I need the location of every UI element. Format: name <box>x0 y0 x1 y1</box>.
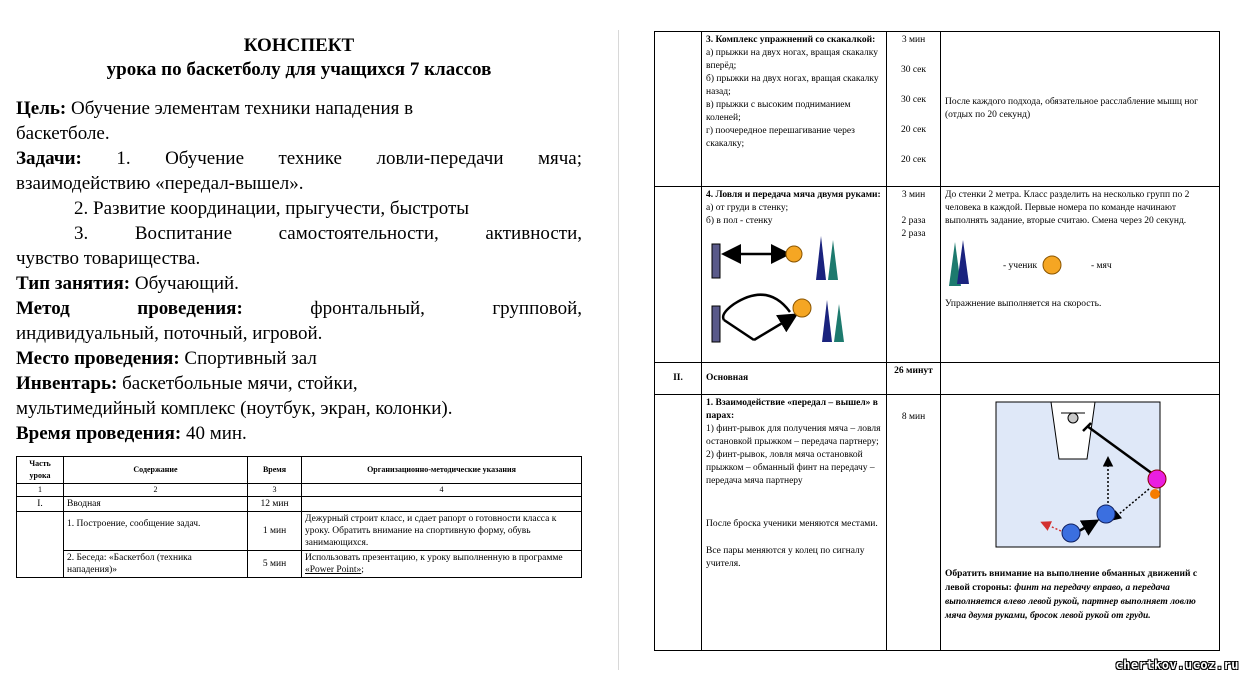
empty-cell <box>655 187 702 363</box>
table-row-notes <box>941 187 1220 363</box>
time-value: 30 сек <box>900 65 927 75</box>
site-watermark: chertkov.ucoz.ru <box>1115 658 1239 672</box>
ball-icon <box>786 246 802 262</box>
place-label: Место проведения: <box>16 348 180 369</box>
notes-tail: ; <box>361 565 364 575</box>
time-value: 30 сек <box>900 95 927 105</box>
header-notes: Организационно-методические указания <box>302 457 582 484</box>
exercise-title: 3. Комплекс упражнений со скакалкой: <box>706 35 876 45</box>
goal-block <box>16 96 582 446</box>
page-subtitle: урока по баскетболу для учащихся 7 классов <box>106 59 492 80</box>
time-value: 20 сек <box>900 155 927 165</box>
inventory-label: Инвентарь: <box>16 373 118 394</box>
table-row-content: 1. Построение, сообщение задач. <box>64 512 248 551</box>
place-value: Спортивный зал <box>184 348 317 369</box>
wall-icon <box>712 244 720 278</box>
method-label: Метод проведения: <box>16 298 243 319</box>
cone-icon <box>834 304 844 342</box>
table-row-time: 5 мин <box>248 551 302 578</box>
time-label: Время проведения: <box>16 423 182 444</box>
table-row-time: 1 мин <box>248 512 302 551</box>
table-row-content <box>702 395 887 651</box>
table-row-time <box>887 187 941 363</box>
exercise-item: б) в пол - стенку <box>706 216 773 226</box>
part-name: Вводная <box>64 497 248 512</box>
page-title: КОНСПЕКТ <box>243 35 355 56</box>
col-number: 4 <box>302 484 582 497</box>
table-row-content: 2. Беседа: «Баскетбол (техника нападения)» <box>64 551 248 578</box>
time-value: 3 мин <box>901 35 926 45</box>
time-value: 2 раза <box>901 229 926 239</box>
empty-cell <box>17 512 64 578</box>
table-row-time <box>887 32 941 187</box>
player-icon <box>1062 524 1080 542</box>
time-value: 2 раза <box>901 216 926 226</box>
legend <box>945 234 1215 292</box>
exercise-item: б) прыжки на двух ногах, вращая скакалку назад; <box>706 74 879 97</box>
part-time: 12 мин <box>248 497 302 512</box>
task-3-cont: чувство товарищества. <box>16 248 201 269</box>
inventory-value: баскетбольные мячи, стойки, <box>122 373 358 394</box>
part-number: II. <box>655 363 702 395</box>
task-3: 3. Воспитание самостоятельности, активности, <box>74 223 582 244</box>
cone-icon <box>816 236 826 280</box>
method-value: фронтальный, групповой, <box>310 298 582 319</box>
left-page <box>16 34 582 446</box>
table-row-content <box>702 32 887 187</box>
task-1: 1. Обучение технике ловли-передачи мяча; <box>116 148 583 169</box>
method-line <box>16 296 582 321</box>
lane-area <box>1051 402 1095 459</box>
exercise-item: Все пары меняются у колец по сигналу учителя. <box>706 546 865 569</box>
method-value-cont: индивидуальный, поточный, игровой. <box>16 323 323 344</box>
student-legend-label: - ученик <box>1003 261 1038 271</box>
student-legend-icon <box>947 238 977 288</box>
table-row-notes: Дежурный строит класс, и сдает рапорт о готовности класса к уроку. Обратить внимание на спортивную форму, обувь занимающихся. <box>302 512 582 551</box>
exercise-item: а) прыжки на двух ногах, вращая скакалку вперёд; <box>706 48 878 71</box>
header-time: Время <box>248 457 302 484</box>
empty-cell <box>302 497 582 512</box>
cone-icon <box>822 300 832 342</box>
cone-icon <box>828 240 838 280</box>
table-row-notes: После каждого подхода, обязательное расслабление мышц ног (отдых по 20 секунд) <box>941 32 1220 187</box>
table-row-time: 8 мин <box>887 395 941 651</box>
goal-label: Цель: <box>16 98 67 119</box>
notes-text: До стенки 2 метра. Класс разделить на несколько групп по 2 человека в каждой. Первые номера по команде начинают выполнять задание, вторые считаю. Смена через 20 секунд. <box>945 190 1190 226</box>
notes-text: Использовать презентацию, к уроку выполненную в программе <box>305 553 563 563</box>
empty-cell <box>655 395 702 651</box>
task-1-cont: взаимодействию «передал-вышел». <box>16 173 304 194</box>
tasks-label: Задачи: <box>16 148 82 169</box>
col-number: 1 <box>17 484 64 497</box>
ball-legend-icon <box>1041 254 1063 276</box>
header-part: Часть урока <box>17 457 64 484</box>
player-icon <box>1097 505 1115 523</box>
col-number: 2 <box>64 484 248 497</box>
header-content: Содержание <box>64 457 248 484</box>
task-2: 2. Развитие координации, прыгучести, быстроты <box>74 198 470 219</box>
goal-text: Обучение элементам техники нападения в <box>71 98 414 119</box>
part-time: 26 минут <box>887 363 941 395</box>
notes-bold: Обратить внимание на выполнение обманных движений с левой стороны: <box>945 569 1198 593</box>
ball-icon <box>793 299 811 317</box>
hoop-icon <box>1068 413 1078 423</box>
col-number: 3 <box>248 484 302 497</box>
exercise-title: 1. Взаимодействие «передал – вышел» в парах: <box>706 398 878 421</box>
power-point-link[interactable]: «Power Point» <box>305 565 362 575</box>
time-value: 40 мин. <box>185 423 247 444</box>
page-divider <box>618 30 619 670</box>
time-value: 3 мин <box>901 190 926 200</box>
type-value: Обучающий. <box>134 273 239 294</box>
type-label: Тип занятия: <box>16 273 131 294</box>
table-row-notes <box>941 395 1220 651</box>
goal-text-cont: баскетболе. <box>16 123 110 144</box>
exercise-item: После броска ученики меняются местами. <box>706 519 878 529</box>
part-name: Основная <box>702 363 887 395</box>
inventory-value-cont: мультимедийный комплекс (ноутбук, экран, колонки). <box>16 398 453 419</box>
notes-text: Упражнение выполняется на скорость. <box>945 299 1102 309</box>
exercise-item: а) от груди в стенку; <box>706 203 789 213</box>
wall-icon <box>712 306 720 342</box>
exercise-item: в) прыжки с высоким подниманием коленей; <box>706 100 851 123</box>
table-row-notes <box>302 551 582 578</box>
notes-italic: финт на передачу вправо, а передача выполняется влево левой рукой, партнер выполняет ловлю мяча двумя руками, бросок левой рукой от груди. <box>945 583 1196 621</box>
empty-cell <box>941 363 1220 395</box>
exercise-item: г) поочередное перешагивание через скакалку; <box>706 126 855 149</box>
player-icon <box>1148 470 1166 488</box>
lesson-table-part1 <box>16 456 582 578</box>
passing-diagram <box>706 230 856 348</box>
lesson-table-part2 <box>654 31 1220 651</box>
ball-icon <box>1150 489 1160 499</box>
part-number: I. <box>17 497 64 512</box>
exercise-item: 2) финт-рывок, ловля мяча остановкой прыжком – обманный финт на передачу – передача мяча партнеру <box>706 450 875 486</box>
give-and-go-diagram <box>995 401 1215 551</box>
ball-legend-label: - мяч <box>1091 261 1112 271</box>
time-value: 20 сек <box>900 125 927 135</box>
empty-cell <box>655 32 702 187</box>
tasks-line <box>16 146 582 171</box>
exercise-title: 4. Ловля и передача мяча двумя руками: <box>706 190 881 200</box>
table-row-content <box>702 187 887 363</box>
exercise-item: 1) финт-рывок для получения мяча – ловля остановкой прыжком – передача партнеру; <box>706 424 881 447</box>
